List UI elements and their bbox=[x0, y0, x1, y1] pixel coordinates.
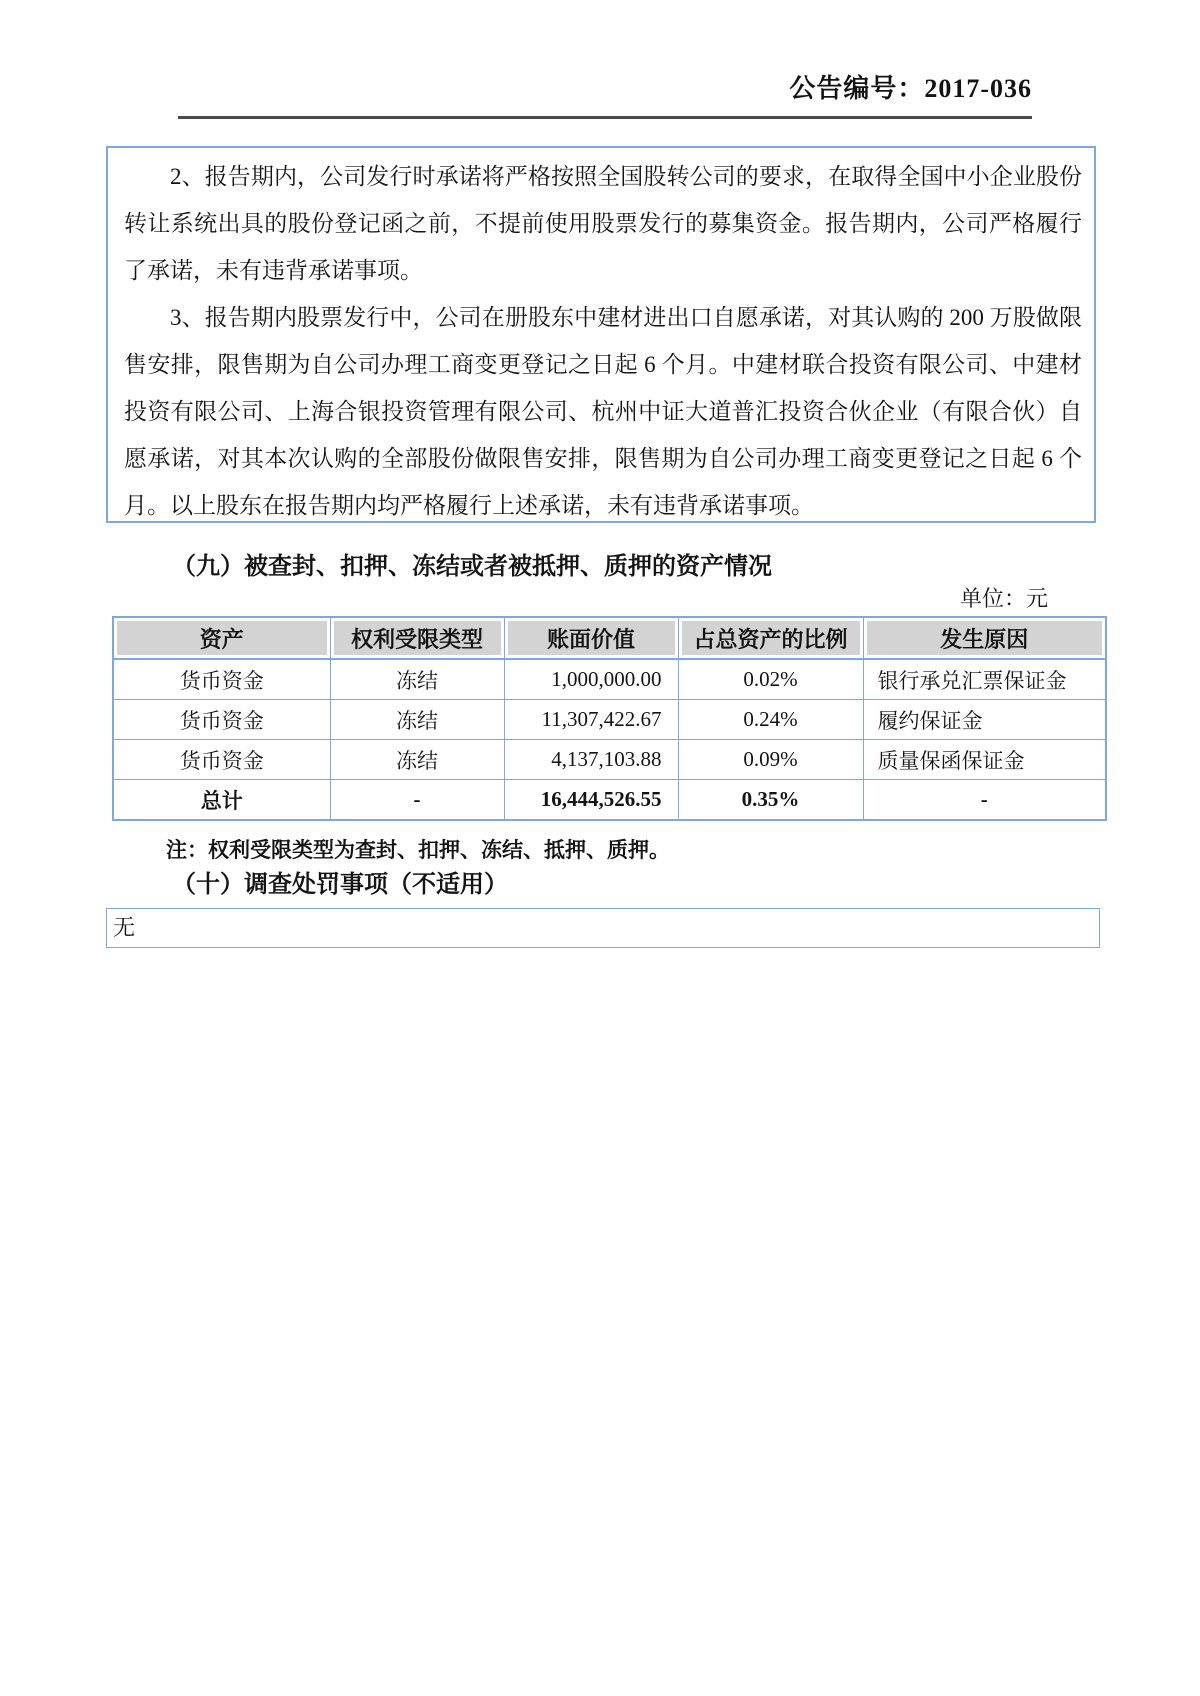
cell-reason: 银行承兑汇票保证金 bbox=[863, 659, 1106, 700]
table-note: 注：权利受限类型为查封、扣押、冻结、抵押、质押。 bbox=[166, 839, 670, 862]
header-rule bbox=[178, 116, 1032, 119]
cell-total-reason: - bbox=[863, 780, 1106, 821]
cell-reason: 质量保函保证金 bbox=[863, 740, 1106, 780]
column-header-reason: 发生原因 bbox=[863, 617, 1106, 659]
table-row bbox=[113, 740, 1106, 780]
cell-total-label: 总计 bbox=[113, 780, 330, 821]
cell-book-value: 11,307,422.67 bbox=[504, 700, 678, 740]
column-header-ratio: 占总资产的比例 bbox=[678, 617, 863, 659]
cell-ratio: 0.09% bbox=[678, 740, 863, 780]
announcement-number: 公告编号：2017-036 bbox=[789, 74, 1032, 103]
section-10-content-box: 无 bbox=[106, 908, 1100, 948]
commitment-text-box bbox=[106, 146, 1096, 523]
cell-ratio: 0.02% bbox=[678, 659, 863, 700]
cell-ratio: 0.24% bbox=[678, 700, 863, 740]
table-row bbox=[113, 659, 1106, 700]
restricted-assets-table bbox=[112, 616, 1107, 821]
table-total-row bbox=[113, 780, 1106, 821]
cell-total-book-value: 16,444,526.55 bbox=[504, 780, 678, 821]
column-header-book-value: 账面价值 bbox=[504, 617, 678, 659]
unit-label: 单位：元 bbox=[959, 586, 1048, 611]
commitment-paragraph-2: 2、报告期内，公司发行时承诺将严格按照全国股转公司的要求，在取得全国中小企业股份转让系统出具的股份登记函之前，不提前使用股票发行的募集资金。报告期内，公司严格履行了承诺，未有违背承诺事项。 bbox=[124, 164, 1082, 283]
table-header-row bbox=[113, 617, 1106, 659]
cell-type: 冻结 bbox=[330, 700, 504, 740]
cell-book-value: 4,137,103.88 bbox=[504, 740, 678, 780]
cell-asset: 货币资金 bbox=[113, 740, 330, 780]
cell-asset: 货币资金 bbox=[113, 700, 330, 740]
cell-total-ratio: 0.35% bbox=[678, 780, 863, 821]
cell-reason: 履约保证金 bbox=[863, 700, 1106, 740]
cell-book-value: 1,000,000.00 bbox=[504, 659, 678, 700]
table-row bbox=[113, 700, 1106, 740]
cell-asset: 货币资金 bbox=[113, 659, 330, 700]
section-9-heading: （九）被查封、扣押、冻结或者被抵押、质押的资产情况 bbox=[172, 553, 772, 580]
cell-total-type: - bbox=[330, 780, 504, 821]
section-10-heading: （十）调查处罚事项（不适用） bbox=[172, 871, 508, 898]
commitment-paragraph-3: 3、报告期内股票发行中，公司在册股东中建材进出口自愿承诺，对其认购的 200 万股做限售安排，限售期为自公司办理工商变更登记之日起 6 个月。中建材联合投资有限公司、中建材投资有限公司、上海合银投资管理有限公司、杭州中证大道普汇投资合伙企业（有限合伙）自愿承诺，对其本次认购的全部股份做限售安排，限售期为自公司办理工商变更登记之日起 6 个月。以上股东在报告期内均严格履行上述承诺，未有违背承诺事项。 bbox=[124, 305, 1082, 518]
column-header-asset: 资产 bbox=[113, 617, 330, 659]
column-header-type: 权利受限类型 bbox=[330, 617, 504, 659]
cell-type: 冻结 bbox=[330, 740, 504, 780]
cell-type: 冻结 bbox=[330, 659, 504, 700]
